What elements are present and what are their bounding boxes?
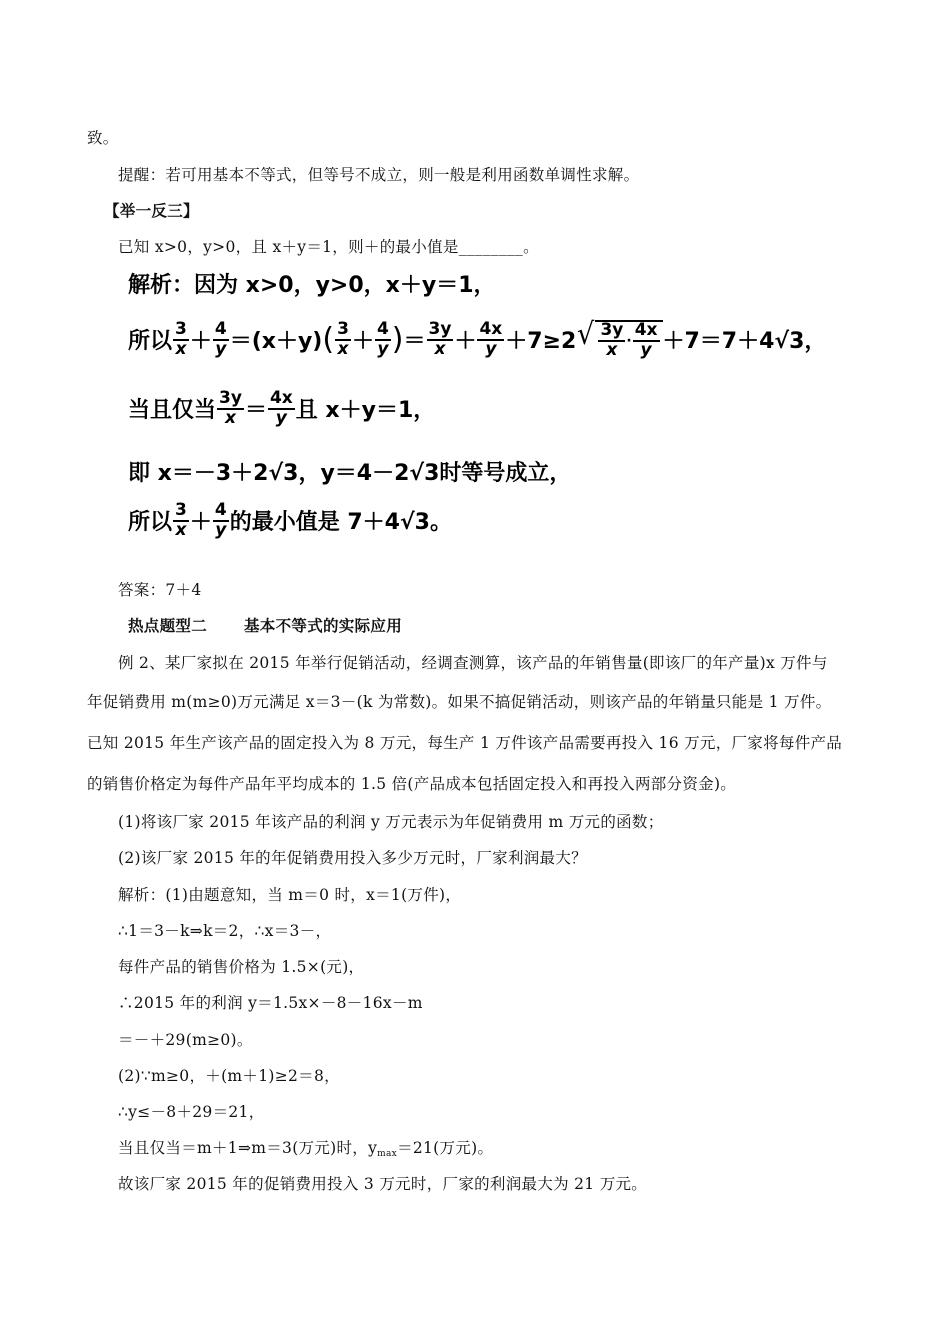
equals-sign: ＝ [403,329,426,355]
solution-row-5 [128,502,452,540]
plus-sign: ＋ [189,329,212,355]
question-part-2: (2)该厂家 2015 年的年促销费用投入多少万元时，厂家利润最大？ [118,849,587,867]
fraction-4x-over-y-eq: $\frac{4x}{y}$ [269,388,293,428]
row2-ineq: ＋7≥2 [505,329,577,355]
row5-prefix: 所以 [128,510,173,536]
solution-row-4: 即 x＝－3＋2√3，y＝4－2√3时等号成立， [128,461,572,486]
solution-line-8 [118,1136,493,1159]
row2-product: ＝(x＋y) [229,329,323,355]
plus-sign-2: ＋ [351,329,374,355]
row3-prefix: 当且仅当 [128,398,217,424]
plus-sign-3: ＋ [454,329,477,355]
solution-image [122,262,827,562]
solution-line-4: ∴2015 年的利润 y＝1.5x×－8－16x－m [118,994,423,1012]
question-part-1: (1)将该厂家 2015 年该产品的利润 y 万元表示为年促销费用 m 万元的函数； [118,813,664,831]
section-heading-label: 热点题型二 [128,616,208,635]
section-heading-title: 基本不等式的实际应用 [244,616,403,635]
solution-line-6: (2)∵m≥0，＋(m＋1)≥2＝8， [118,1067,340,1085]
example-paragraph-1: 例 2、某厂家拟在 2015 年举行促销活动，经调查测算，该产品的年销售量(即该厂的年产量)x 万件与 [118,654,828,672]
row3-equals: ＝ [244,398,267,424]
left-paren: ( [322,322,335,358]
dot-product: · [626,332,632,349]
solution-line-5: ＝－＋29(m≥0)。 [118,1031,253,1049]
fraction-4-over-y-2: $\frac{4}{y}$ [376,319,389,359]
hint-line: 提醒：若可用基本不等式，但等号不成立，则一般是利用函数单调性求解。 [118,166,640,184]
fraction-4-over-y-final: $\frac{4}{y}$ [214,500,227,540]
solution-line-8-b: ＝21(万元)。 [397,1139,494,1157]
text-line-1: 致。 [87,129,119,147]
fraction-4-over-y: $\frac{4}{y}$ [214,319,227,359]
solution-line-1: 解析：(1)由题意知，当 m＝0 时，x＝1(万件)， [118,886,462,904]
fraction-3y-over-x: $\frac{3y}{x}$ [428,319,452,359]
conclusion-line: 故该厂家 2015 年的促销费用投入 3 万元时，厂家的利润最大为 21 万元。 [118,1175,648,1193]
solution-line-2: ∴1＝3－k⇒k＝2，∴x＝3－， [118,922,332,940]
row2-result: ＋7＝7＋4√3， [662,329,827,355]
solution-line-3: 每件产品的销售价格为 1.5×(元)， [118,958,365,976]
radical-sign: √ [577,317,595,352]
fraction-4x-over-y-in-root: $\frac{4x}{y}$ [634,320,658,360]
row3-suffix: 且 x＋y＝1， [295,398,436,424]
solution-row-3 [128,390,435,428]
solution-line-8-a: 当且仅当＝m＋1⇒m＝3(万元)时，y [118,1139,378,1157]
fraction-3-over-x: $\frac{3}{x}$ [175,319,187,359]
row2-prefix: 所以 [128,329,173,355]
fraction-3y-over-x-eq: $\frac{3y}{x}$ [219,388,242,428]
fraction-3-over-x-2: $\frac{3}{x}$ [337,319,349,359]
subscript-max: max [377,1149,398,1159]
row5-suffix: 的最小值是 7＋4√3。 [229,510,452,536]
heading-example: 【举一反三】 [104,201,199,220]
square-root [576,317,662,360]
solution-line-7: ∴y≤－8＋29＝21， [118,1103,265,1121]
radicand [595,320,662,360]
question-line: 已知 x>0，y>0，且 x＋y＝1，则＋的最小值是________。 [118,238,539,256]
fraction-3y-over-x-in-root: $\frac{3y}{x}$ [600,320,624,360]
answer-line: 答案：7＋4 [118,581,202,599]
solution-row-2 [128,317,827,360]
plus-sign-final: ＋ [189,510,212,536]
fraction-4x-over-y: $\frac{4x}{y}$ [479,319,503,359]
fraction-3-over-x-final: $\frac{3}{x}$ [175,500,187,540]
example-paragraph-2: 年促销费用 m(m≥0)万元满足 x＝3－(k 为常数)。如果不搞促销活动，则该产品的年销量只能是 1 万件。 [87,693,832,711]
right-paren: ) [391,322,404,358]
example-paragraph-3: 已知 2015 年生产该产品的固定投入为 8 万元，每生产 1 万件该产品需要再投入 16 万元，厂家将每件产品 [87,734,843,752]
solution-row-1: 解析：因为 x>0，y>0，x＋y＝1， [128,273,496,298]
example-paragraph-4: 的销售价格定为每件产品年平均成本的 1.5 倍(产品成本包括固定投入和再投入两部分资金)。 [87,775,737,793]
